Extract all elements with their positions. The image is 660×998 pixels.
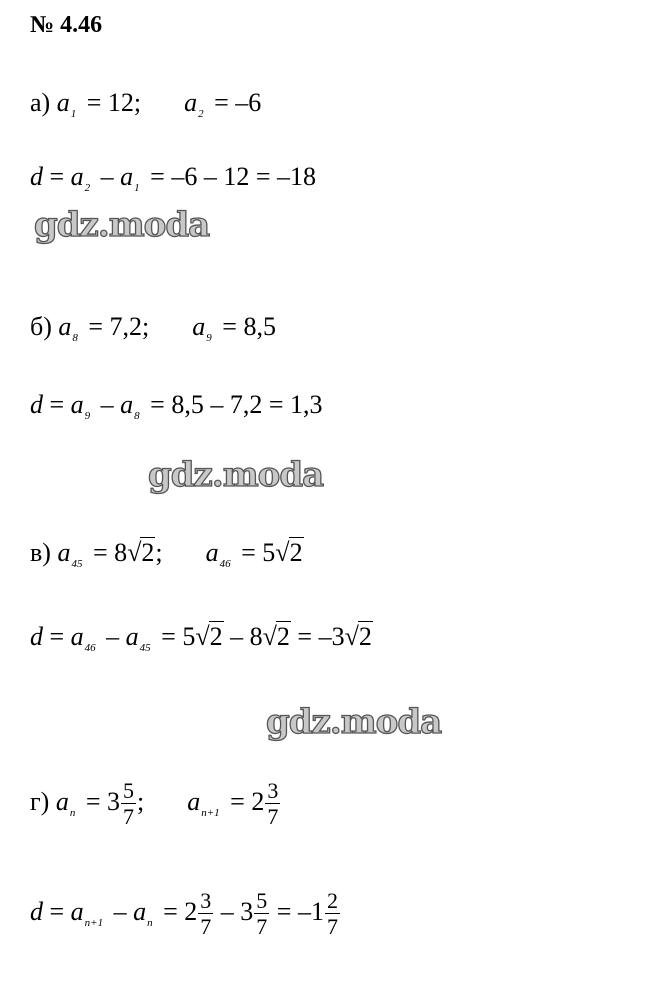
watermark: gdz.moda [266, 702, 442, 742]
sqrt-arg: 2 [276, 622, 290, 651]
d-symbol: d [30, 622, 43, 651]
part-d-given [30, 778, 281, 830]
sqrt: √2 [127, 538, 155, 567]
var-value: = 8,5 [222, 312, 276, 341]
fraction [265, 778, 280, 830]
watermark: gdz.moda [34, 205, 210, 245]
term: = 2 [163, 896, 198, 926]
var-subscript: 46 [84, 642, 96, 654]
part-label: а) [30, 88, 51, 117]
minus: – [106, 622, 120, 651]
numerator: 3 [200, 888, 212, 913]
var-subscript: n [69, 806, 76, 819]
var-subscript: 1 [134, 182, 140, 194]
var-symbol: a [70, 390, 84, 419]
numerator: 2 [326, 888, 338, 913]
part-a-calc [30, 162, 316, 194]
minus: – [100, 390, 114, 419]
sqrt: √2 [195, 622, 223, 651]
var-symbol: a [120, 162, 134, 191]
var-subscript: 46 [219, 558, 231, 570]
denominator: 7 [256, 914, 268, 940]
var-value: = 7,2; [88, 312, 150, 341]
sqrt: √2 [344, 622, 372, 651]
var-value: = 12; [86, 88, 142, 117]
equals: = [49, 390, 65, 419]
term: = 5 [161, 622, 196, 651]
var-symbol: a [58, 312, 72, 341]
fraction [198, 888, 213, 940]
fraction [254, 888, 269, 940]
term: – 3 [220, 896, 254, 926]
var-symbol: a [70, 162, 84, 191]
var-subscript: n+1 [84, 916, 104, 929]
part-c-calc [30, 622, 373, 654]
var-subscript: n+1 [201, 806, 220, 819]
var-subscript: n [147, 916, 153, 929]
denominator: 7 [200, 914, 212, 940]
var-subscript: 8 [134, 410, 140, 422]
semicolon: ; [155, 538, 163, 567]
part-label: б) [30, 312, 52, 341]
d-symbol: d [30, 162, 43, 191]
term: – 8 [230, 622, 263, 651]
sqrt-arg: 2 [289, 538, 303, 567]
var-subscript: 45 [139, 642, 151, 654]
numerator: 3 [267, 778, 279, 803]
part-b-calc [30, 390, 323, 422]
var-value: = 2 [230, 786, 265, 816]
fraction [121, 778, 136, 830]
watermark: gdz.moda [148, 455, 324, 495]
var-value: = 5 [241, 538, 276, 567]
var-value: = 8 [92, 538, 128, 567]
part-b-given [30, 312, 276, 344]
var-subscript: 45 [71, 558, 83, 570]
sqrt: √2 [275, 538, 303, 567]
var-subscript: 1 [70, 108, 77, 120]
fraction [325, 888, 340, 940]
var-symbol: a [55, 786, 69, 816]
denominator: 7 [267, 804, 279, 830]
problem-number: № 4.46 [30, 12, 103, 38]
var-symbol: a [70, 622, 84, 651]
var-symbol: a [120, 390, 134, 419]
part-label: г) [30, 786, 50, 816]
var-symbol: a [133, 896, 147, 926]
sqrt: √2 [262, 622, 290, 651]
d-symbol: d [30, 896, 43, 926]
term: = –1 [276, 896, 324, 926]
var-subscript: 8 [72, 332, 78, 344]
var-symbol: a [56, 88, 70, 117]
equals: = [49, 622, 65, 651]
var-subscript: 9 [206, 332, 212, 344]
var-symbol: a [70, 896, 84, 926]
equals: = [49, 896, 65, 926]
var-symbol: a [192, 312, 206, 341]
semicolon: ; [137, 786, 145, 816]
minus: – [113, 896, 127, 926]
var-symbol: a [57, 538, 71, 567]
var-subscript: 2 [198, 108, 204, 120]
part-a-given [30, 88, 261, 120]
part-label: в) [30, 538, 51, 567]
var-subscript: 2 [84, 182, 91, 194]
denominator: 7 [123, 804, 134, 830]
part-d-calc [30, 888, 341, 940]
var-symbol: a [184, 88, 198, 117]
term: = –3 [297, 622, 345, 651]
minus: – [100, 162, 114, 191]
sqrt-arg: 2 [358, 622, 372, 651]
sqrt-arg: 2 [141, 538, 155, 567]
var-symbol: a [187, 786, 201, 816]
var-symbol: a [125, 622, 139, 651]
var-symbol: a [205, 538, 219, 567]
result: = 8,5 – 7,2 = 1,3 [150, 390, 323, 419]
var-value: = 3 [85, 786, 120, 816]
d-symbol: d [30, 390, 43, 419]
numerator: 5 [123, 778, 134, 803]
result: = –6 – 12 = –18 [150, 162, 316, 191]
var-value: = –6 [214, 88, 262, 117]
denominator: 7 [326, 914, 338, 940]
sqrt-arg: 2 [209, 622, 223, 651]
numerator: 5 [256, 888, 268, 913]
equals: = [49, 162, 65, 191]
part-c-given [30, 538, 304, 570]
var-subscript: 9 [84, 410, 91, 422]
